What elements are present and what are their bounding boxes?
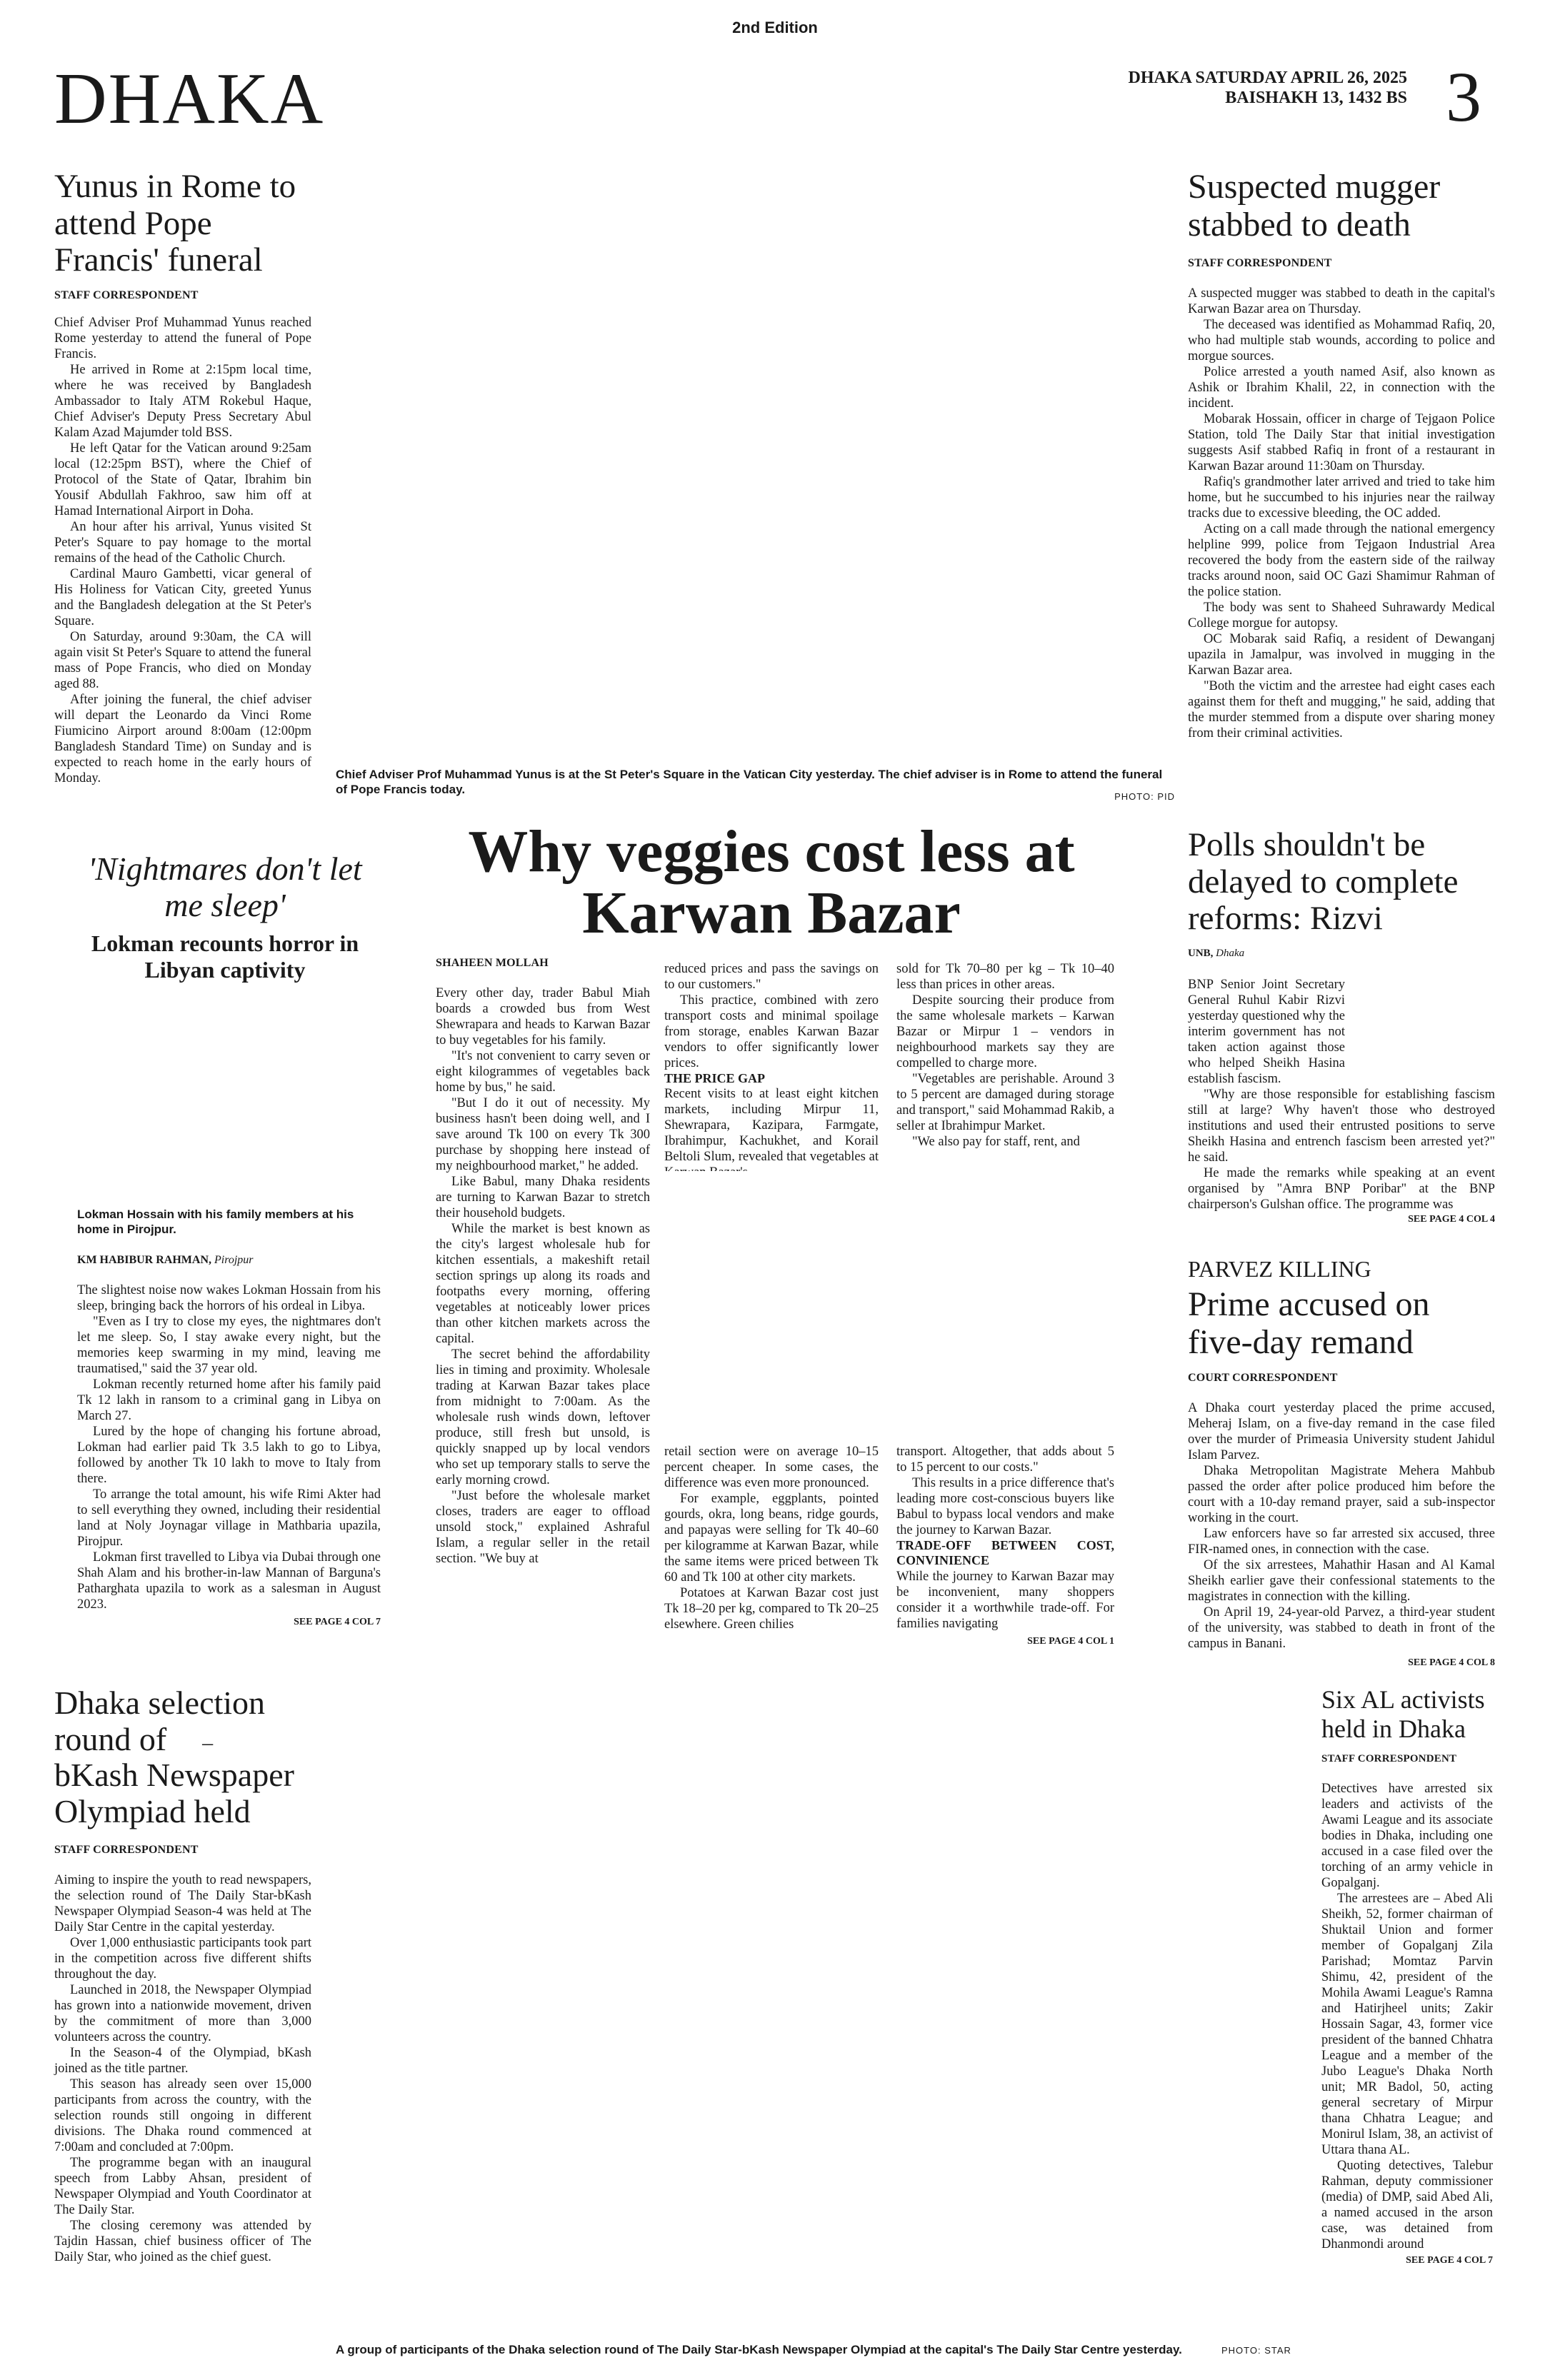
- lokman-jump[interactable]: SEE PAGE 4 COL 7: [294, 1617, 381, 1627]
- veggies-jump[interactable]: SEE PAGE 4 COL 1: [1027, 1635, 1114, 1647]
- paragraph: OC Mobarak said Rafiq, a resident of Dewanganj upazila in Jamalpur, was involved in mugging in the Karwan Bazar area.: [1188, 631, 1495, 678]
- lokman-story: [77, 1254, 381, 1628]
- parvez-body: [1188, 1400, 1495, 1652]
- paragraph: "Just before the wholesale market closes, traders are eager to offload unsold stock," explained Ashraful Islam, a regular seller in the retail section. "We buy at: [436, 1489, 650, 1566]
- paragraph: While the journey to Karwan Bazar may be inconvenient, many shoppers consider it a worthwhile trade-off. For families navigating: [896, 1569, 1114, 1631]
- paragraph: This results in a price difference that's leading more cost-conscious buyers like Babul to bypass local vendors and make the journey to Karwan Bazar.: [896, 1476, 1114, 1537]
- al-body: [1321, 1781, 1493, 2252]
- paragraph: Lokman first travelled to Libya via Dubai through one Shah Alam and his brother-in-law Mannan of Barguna's Patharghata upazila to work as a salesman in August 2023.: [77, 1550, 381, 1612]
- paragraph: Cardinal Mauro Gambetti, vicar general of His Holiness for Vatican City, greeted Yunus and the Bangladesh delegation at the St Peter's Square.: [54, 567, 311, 629]
- paragraph: A Dhaka court yesterday placed the prime accused, Meheraj Islam, on a five-day remand in the case filed over the murder of Primeasia University student Jahidul Islam Parvez.: [1188, 1400, 1495, 1462]
- lokman-headline: 'Nightmares don't let me sleep': [88, 850, 362, 923]
- paragraph: Dhaka Metropolitan Magistrate Mehera Mahbub passed the order after police produced him before the court with a 10-day remand prayer, said a sub-inspector working in the court.: [1188, 1463, 1495, 1525]
- subhead: TRADE-OFF BETWEEN COST, CONVINIENCE: [896, 1538, 1114, 1568]
- olympiad-headline: [54, 1685, 311, 1829]
- paragraph: After joining the funeral, the chief adviser will depart the Leonardo da Vinci Rome Fiumicino Airport around 8:00am (12:00pm Bangladesh Standard Time) on Sunday and is expected to reach home in the early hours of Monday.: [54, 693, 311, 786]
- lokman-heading-block: [71, 851, 379, 983]
- al-story: [1321, 1685, 1493, 2266]
- paragraph: In the Season-4 of the Olympiad, bKash joined as the title partner.: [54, 2046, 311, 2077]
- paragraph: Aiming to inspire the youth to read newspapers, the selection round of The Daily Star-bKash Newspaper Olympiad Season-4 was held at The Daily Star Centre in the capital yesterday.: [54, 1873, 311, 1935]
- paragraph: Recent visits to at least eight kitchen markets, including Mirpur 11, Shewrapara, Kazipara, Farmgate, Ibrahimpur, Kachukhet, and Korail Beltoli Slum, revealed that vegetables at: [664, 1087, 879, 1165]
- olympiad-photo: [336, 1685, 1307, 2328]
- olympiad-caption: A group of participants of the Dhaka selection round of The Daily Star-bKash Newspaper Olympiad at the capital's The Daily Star Centre yesterday.: [336, 2343, 1182, 2356]
- mugger-byline: STAFF CORRESPONDENT: [1188, 256, 1332, 269]
- lokman-byline-place: Pirojpur: [214, 1254, 254, 1266]
- mugger-body: [1188, 286, 1495, 741]
- paragraph: "Why are those responsible for establishing fascism still at large? Why haven't those who destroyed institutions and used their entrusted positions to serve Sheikh Hasina and entrench fascism been arrested yet?" he said.: [1188, 1088, 1495, 1165]
- paragraph: This season has already seen over 15,000 participants from across the country, with the selection rounds still ongoing in different divisions. The Dhaka round commenced at 7:00am and concluded at 7:00pm.: [54, 2077, 311, 2155]
- paragraph: Over 1,000 enthusiastic participants took part in the competition across five different shifts throughout the day.: [54, 1936, 311, 1982]
- rizvi-story: [1188, 827, 1495, 960]
- parvez-story: [1188, 1257, 1495, 1669]
- al-byline: STAFF CORRESPONDENT: [1321, 1752, 1457, 1764]
- paragraph: An hour after his arrival, Yunus visited St Peter's Square to pay homage to the mortal remains of the head of the Catholic Church.: [54, 520, 311, 566]
- yunus-caption: Chief Adviser Prof Muhammad Yunus is at the St Peter's Square in the Vatican City yesterday. The chief adviser is in Rome to attend the funeral of Pope Francis today.: [336, 768, 1163, 797]
- veggies-col-3-bottom: [896, 1444, 1114, 1647]
- veggies-headline: Why veggies cost less at Karwan Bazar: [468, 818, 1075, 946]
- paragraph: The body was sent to Shaheed Suhrawardy Medical College morgue for autopsy.: [1188, 600, 1495, 631]
- page-number: 3: [1446, 57, 1481, 136]
- paragraph: For example, eggplants, pointed gourds, okra, long beans, ridge gourds, and papayas were selling for Tk 40–60 per kilogramme at Karwan Bazar, while the same items were priced between Tk 60 and Tk 100 at other city markets.: [664, 1492, 879, 1585]
- lokman-subhead: Lokman recounts horror in Libyan captivity: [91, 930, 359, 983]
- paragraph: "Vegetables are perishable. Around 3 to 5 percent are damaged during storage and transport," said Mohammad Rakib, a seller at Ibrahimpur Market.: [896, 1072, 1114, 1133]
- rizvi-body: [1188, 977, 1495, 1226]
- paragraph: He left Qatar for the Vatican around 9:25am local (12:25pm BST), where the Chief of Protocol of the State of Qatar, Ibrahim bin Yousif Abdullah Fakhroo, saw him off at Hamad International Airport in Doha.: [54, 441, 311, 519]
- paragraph: retail section were on average 10–15 percent cheaper. In some cases, the difference was even more pronounced.: [664, 1445, 879, 1490]
- al-jump[interactable]: SEE PAGE 4 COL 7: [1406, 2254, 1493, 2266]
- veggies-byline: SHAHEEN MOLLAH: [436, 957, 549, 969]
- veggies-photo: [664, 1171, 1114, 1435]
- paragraph: To arrange the total amount, his wife Rimi Akter had to sell everything they owned, including their residential land at Noly Joynagar village in Mathbaria upazila, Pirojpur.: [77, 1487, 381, 1549]
- paragraph: Of the six arrestees, Mahathir Hasan and Al Kamal Sheikh earlier gave their confessional statements to the magistrates in connection with the killing.: [1188, 1557, 1495, 1604]
- paragraph: "We also pay for staff, rent, and: [912, 1135, 1080, 1149]
- paragraph: A suspected mugger was stabbed to death in the capital's Karwan Bazar area on Thursday.: [1188, 286, 1495, 316]
- paragraph: "Even as I try to close my eyes, the nightmares don't let me sleep. So, I stay awake every night, but the memories keep swarming in my mind, leaving me traumatised," said the 37 year old.: [77, 1315, 381, 1376]
- paragraph: This practice, combined with zero transport costs and minimal spoilage from storage, enables Karwan Bazar vendors to offer significantly lower prices.: [664, 993, 879, 1070]
- parvez-kicker: PARVEZ KILLING: [1188, 1256, 1371, 1282]
- paragraph: On April 19, 24-year-old Parvez, a third-year student of the university, was stabbed to death in front of the campus in Banani.: [1188, 1605, 1495, 1651]
- paragraph: Lokman recently returned home after his family paid Tk 12 lakh in ransom to a criminal gang in Libya on March 27.: [77, 1377, 381, 1423]
- paragraph: The deceased was identified as Mohammad Rafiq, 20, who had multiple stab wounds, according to police and morgue sources.: [1188, 317, 1495, 363]
- paragraph: Acting on a call made through the national emergency helpline 999, police from Tejgaon Industrial Area recovered the body from the eastern side of the railway tracks around noon, said OC Gazi Shamimur Rahman of the police station.: [1188, 521, 1495, 599]
- edition-label: 2nd Edition: [732, 19, 818, 36]
- headline-fragment: round of: [54, 1720, 167, 1757]
- mugger-headline: Suspected mugger stabbed to death: [1188, 168, 1441, 243]
- al-headline: Six AL activists held in Dhaka: [1321, 1685, 1485, 1744]
- rizvi-byline-agency: UNB,: [1188, 948, 1214, 960]
- headline-dash: –: [202, 1730, 214, 1754]
- paragraph: Chief Adviser Prof Muhammad Yunus reached Rome yesterday to attend the funeral of Pope Francis.: [54, 316, 311, 362]
- paragraph: Lured by the hope of changing his fortune abroad, Lokman had earlier paid Tk 3.5 lakh to go to Libya, followed by another Tk 10 lakh to move to Italy from there.: [77, 1425, 381, 1486]
- veggies-col-2-bottom: [664, 1444, 879, 1632]
- parvez-byline: COURT CORRESPONDENT: [1188, 1371, 1338, 1384]
- rizvi-byline: [1188, 948, 1495, 960]
- paragraph: Despite sourcing their produce from the same wholesale markets – Karwan Bazar or Mirpur 1 – vendors in neighbourhood markets say they are compelled to charge more.: [896, 993, 1114, 1070]
- paragraph: BNP Senior Joint Secretary General Ruhul Kabir Rizvi yesterday questioned why the interim government has not taken action against those who helped Sheikh Hasina establish fascism.: [1188, 978, 1345, 1086]
- dateline: [1128, 69, 1407, 108]
- rizvi-byline-place: Dhaka: [1216, 948, 1245, 960]
- olympiad-story: [54, 1685, 311, 2265]
- yunus-story: [54, 169, 311, 786]
- paragraph: He arrived in Rome at 2:15pm local time, where he was received by Bangladesh Ambassador to Italy ATM Rokebul Haque, Chief Adviser's Deputy Press Secretary Abul Kalam Azad Majumder told BSS.: [54, 363, 311, 441]
- paragraph: Like Babul, many Dhaka residents are turning to Karwan Bazar to stretch their household budgets.: [436, 1175, 650, 1220]
- paragraph: Police arrested a youth named Asif, also known as Ashik or Ibrahim Khalil, 22, in connection with the incident.: [1188, 364, 1495, 411]
- rizvi-jump[interactable]: SEE PAGE 4 COL 4: [1408, 1214, 1495, 1225]
- veggies-col-1: [436, 985, 650, 1567]
- rizvi-headline: Polls shouldn't be delayed to complete reforms: Rizvi: [1188, 826, 1459, 938]
- paragraph: The programme began with an inaugural speech from Labby Ahsan, president of Newspaper Olympiad and Youth Coordinator at The Daily Star.: [54, 2156, 311, 2218]
- paragraph: The secret behind the affordability lies in timing and proximity. Wholesale trading at Karwan Bazar takes place from midnight to 7:00am. As the wholesale rush winds down, leftover produce, still fresh but unsold, is quickly snapped up by local vendors who set up temporary stalls to serve the early morning crowd.: [436, 1347, 650, 1487]
- paragraph: "Both the victim and the arrestee had eight cases each against them for theft and mugging," he said, adding that the murder stemmed from a dispute over sharing money from their criminal activities.: [1188, 678, 1495, 740]
- headline-line: Dhaka selection: [54, 1684, 266, 1721]
- lokman-body: [77, 1282, 381, 1612]
- paragraph: The closing ceremony was attended by Tajdin Hassan, chief business officer of The Daily Star, who joined as the chief guest.: [54, 2219, 311, 2265]
- veggies-col-3-top: [896, 961, 1114, 1150]
- olympiad-byline: STAFF CORRESPONDENT: [54, 1844, 199, 1857]
- paragraph: Detectives have arrested six leaders and activists of the Awami League and its associate bodies in Dhaka, including one accused in a case filed over the torching of an army vehicle in Gopalganj.: [1321, 1781, 1493, 1890]
- paragraph: While the market is best known as the city's largest wholesale hub for kitchen essentials, a makeshift retail section springs up along its roads and footpaths every morning, offering vegetables at noticeably lower prices than other kitchen markets across the capital.: [436, 1222, 650, 1346]
- section-masthead: DHAKA: [54, 59, 325, 139]
- subhead: THE PRICE GAP: [664, 1071, 766, 1085]
- bangla-date-line: BAISHAKH 13, 1432 BS: [1225, 88, 1407, 107]
- veggies-col-2-top: [664, 961, 879, 1180]
- paragraph: Law enforcers have so far arrested six accused, three FIR-named ones, in connection with the case.: [1188, 1526, 1495, 1557]
- veggies-headline-block: [411, 818, 1132, 946]
- olympiad-body: [54, 1872, 311, 2265]
- paragraph: The arrestees are – Abed Ali Sheikh, 52, former chairman of Shuktail Union and former member of Gopalganj Zila Parishad; Momtaz Parvin Shimu, 42, president of the Mohila Awami League's Ramna and Hatirjheel units; Zakir Hossain Sagar, 43, former vice president of the banned Chhatra League and a member of the Jubo League's Dhaka North unit; MR Badol, 50, acting general secretary of Mirpur thana Chhatra League; and Monirul Islam, 38, an activist of Uttara thana AL.: [1321, 1891, 1493, 2157]
- paragraph: transport. Altogether, that adds about 5 to 15 percent to our costs.": [896, 1445, 1114, 1475]
- yunus-photo: [336, 166, 1175, 758]
- parvez-headline: Prime accused on five-day remand: [1188, 1285, 1430, 1361]
- headline-line: Olympiad held: [54, 1792, 251, 1829]
- yunus-byline: STAFF CORRESPONDENT: [54, 289, 199, 302]
- yunus-headline: Yunus in Rome to attend Pope Francis' funeral: [54, 168, 296, 279]
- paragraph: He made the remarks while speaking at an event organised by "Amra BNP Poribar" at the BNP chairperson's Gulshan office. The programme was: [1188, 1166, 1495, 1212]
- olympiad-photo-credit: PHOTO: STAR: [1221, 2345, 1291, 2356]
- paragraph: Mobarak Hossain, officer in charge of Tejgaon Police Station, told The Daily Star that initial investigation suggests Asif stabbed Rafiq in front of a restaurant in Karwan Bazar around 11:30am on Thursday.: [1188, 411, 1495, 473]
- lokman-byline-name: KM HABIBUR RAHMAN,: [77, 1254, 211, 1266]
- headline-line: bKash Newspaper: [54, 1757, 294, 1794]
- lokman-photo: [77, 1000, 381, 1203]
- headline-line: [54, 1722, 311, 1758]
- paragraph: Launched in 2018, the Newspaper Olympiad has grown into a nationwide movement, driven by the commitment of more than 3,000 volunteers across the country.: [54, 1983, 311, 2045]
- lokman-caption: Lokman Hossain with his family members at his home in Pirojpur.: [77, 1207, 354, 1237]
- paragraph: sold for Tk 70–80 per kg – Tk 10–40 less than prices in other areas.: [896, 962, 1114, 992]
- parvez-jump[interactable]: SEE PAGE 4 COL 8: [1408, 1657, 1495, 1668]
- paragraph: Every other day, trader Babul Miah boards a crowded bus from West Shewrapara and heads to Karwan Bazar to buy vegetables for his family.: [436, 986, 650, 1048]
- yunus-body: [54, 315, 311, 786]
- paragraph: Rafiq's grandmother later arrived and tried to take him home, but he succumbed to his injuries near the railway tracks due to excessive bleeding, the OC added.: [1188, 474, 1495, 521]
- lokman-byline: [77, 1254, 381, 1267]
- mugger-story: [1188, 169, 1495, 741]
- paragraph: reduced prices and pass the savings on to our customers.": [664, 962, 879, 992]
- paragraph: The slightest noise now wakes Lokman Hossain from his sleep, bringing back the horrors of his ordeal in Libya.: [77, 1283, 381, 1313]
- paragraph: "But I do it out of necessity. My business hasn't been doing well, and I save around Tk 100 on every Tk 300 purchase by shopping here instead of my neighbourhood market," he added.: [436, 1096, 650, 1173]
- yunus-photo-credit: PHOTO: PID: [1114, 791, 1175, 802]
- paragraph: "It's not convenient to carry seven or eight kilogrammes of vegetables back home by bus," he said.: [436, 1049, 650, 1095]
- paragraph: Quoting detectives, Talebur Rahman, deputy commissioner (media) of DMP, said Abed Ali, a named accused in the arson case, was detained from Dhanmondi around: [1321, 2158, 1493, 2251]
- paragraph: Potatoes at Karwan Bazar cost just Tk 18–20 per kg, compared to Tk 20–25 elsewhere. Green chilies: [664, 1586, 879, 1632]
- paragraph: On Saturday, around 9:30am, the CA will again visit St Peter's Square to attend the funeral mass of Pope Francis, who died on Monday aged 88.: [54, 630, 311, 692]
- date-line: DHAKA SATURDAY APRIL 26, 2025: [1128, 69, 1407, 87]
